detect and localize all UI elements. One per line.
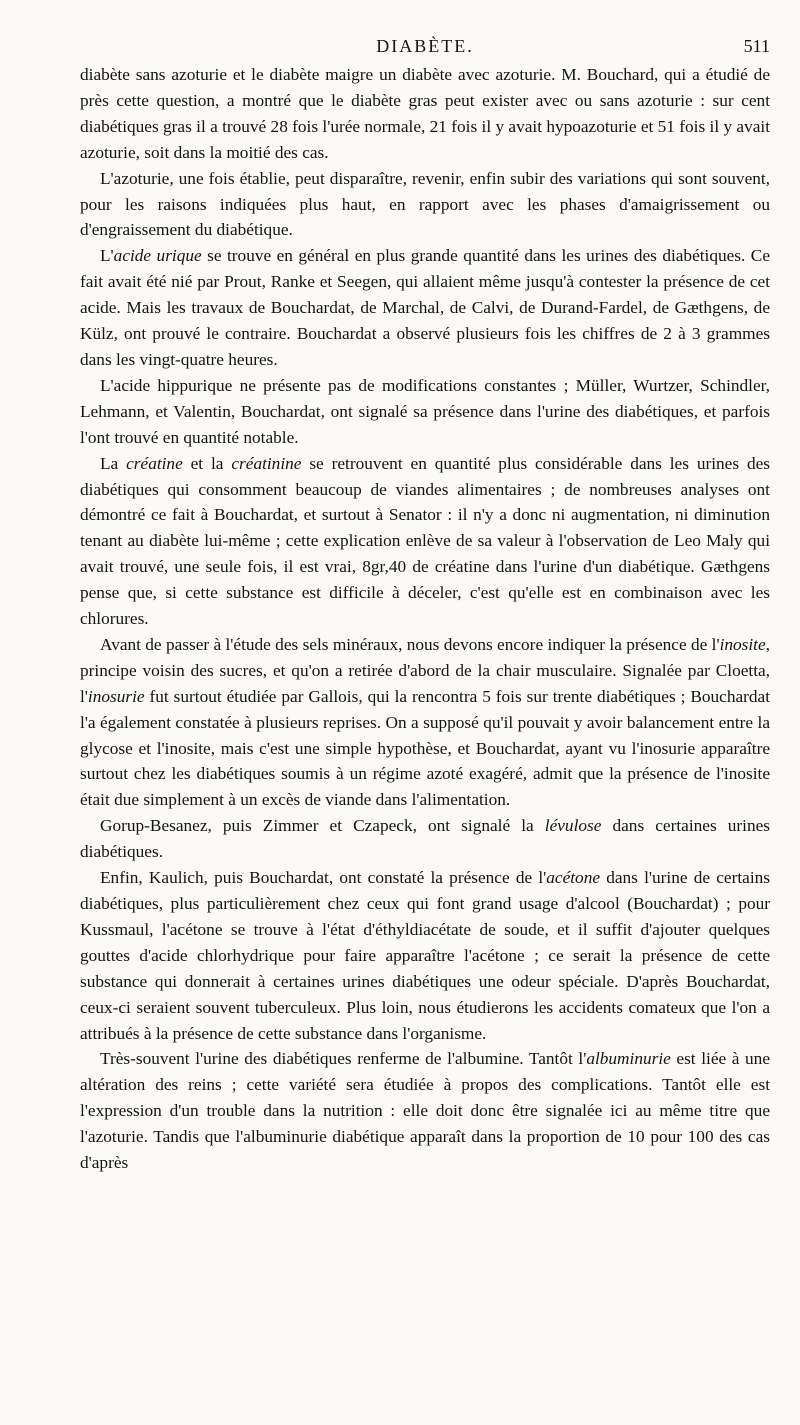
text-run: Avant de passer à l'étude des sels minéraux, nous devons encore indiquer la présence de l'	[100, 634, 720, 654]
italic-term: inosite	[719, 634, 766, 654]
paragraph	[80, 62, 770, 166]
text-run: Gorup-Besanez, puis Zimmer et Czapeck, ont signalé la	[100, 816, 545, 836]
text-run: dans l'urine de certains diabétiques, plus particulièrement chez ceux qui font grand usage d'alcool (Bouchardat) ; pour Kussmaul, l'acétone se trouve à l'état d'éthyldiacétate de soude, et il suffit d'ajouter quelques gouttes d'acide chlorhydrique pour faire apparaître l'acétone ; ce serait la présence de cette substance qui donnerait à certaines urines diabétiques une odeur spéciale. D'après Bouchardat, ceux-ci seraient souvent tuberculeux. Plus loin, nous étudierons les accidents comateux que l'on a attribués à la présence de cette substance dans l'organisme.	[80, 868, 770, 1043]
paragraph	[80, 865, 770, 1046]
italic-term: créatinine	[231, 453, 302, 473]
italic-term: acide urique	[113, 246, 202, 266]
italic-term: lévulose	[544, 816, 602, 836]
text-run: est liée à une altération des reins ; cette variété sera étudiée à propos des complications. Tantôt elle est l'expression d'un trouble dans la nutrition : elle doit donc être signalée ici au même titre que l'azoturie. Tandis que l'albuminurie diabétique apparaît dans la proportion de 10 pour 100 des cas d'après	[80, 1049, 770, 1173]
text-run: La	[100, 453, 127, 473]
body-text	[80, 62, 770, 1176]
italic-term: inosurie	[87, 686, 145, 706]
page-number: 511	[743, 36, 770, 56]
italic-term: créatine	[126, 453, 183, 473]
text-run: , principe voisin des sucres, et qu'on a retirée d'abord de la chair musculaire. Signalée par Cloetta, l'	[80, 634, 770, 706]
text-run: et la	[182, 453, 232, 473]
page-header	[80, 36, 770, 62]
text-run: L'azoturie, une fois établie, peut disparaître, revenir, enfin subir des variations qui sont souvent, pour les raisons indiquées plus haut, en rapport avec les phases d'amaigrissement ou d'engraissement du diabétique.	[80, 168, 770, 240]
paragraph	[80, 813, 770, 865]
italic-term: albuminurie	[586, 1049, 671, 1069]
text-run: se trouve en général en plus grande quantité dans les urines des diabétiques. Ce fait avait été nié par Prout, Ranke et Seegen, qui allaient même jusqu'à contester la présence de cet acide. Mais les travaux de Bouchardat, de Marchal, de Calvi, de Durand-Fardel, de Gæthgens, de Külz, ont prouvé le contraire. Bouchardat a observé plusieurs fois les chiffres de 2 à 3 grammes dans les vingt-quatre heures.	[80, 246, 770, 369]
text-run: Très-souvent l'urine des diabétiques renferme de l'albumine. Tantôt l'	[100, 1049, 587, 1069]
paragraph	[80, 1046, 770, 1176]
running-title: DIABÈTE.	[376, 36, 474, 56]
italic-term: acétone	[546, 868, 600, 888]
text-run: L'acide hippurique ne présente pas de modifications constantes ; Müller, Wurtzer, Schindler, Lehmann, et Valentin, Bouchardat, ont signalé sa présence dans l'urine des diabétiques, et parfois l'ont trouvé en quantité notable.	[80, 375, 770, 447]
paragraph	[80, 243, 770, 373]
paragraph	[80, 166, 770, 244]
paragraph	[80, 373, 770, 451]
text-run: dans certaines urines diabétiques.	[80, 816, 770, 862]
text-run: diabète sans azoturie et le diabète maigre un diabète avec azoturie. M. Bouchard, qui a étudié de près cette question, a montré que le diabète gras peut exister avec ou sans azoturie : sur cent diabétiques gras il a trouvé 28 fois l'urée normale, 21 fois il y avait hypoazoturie et 51 fois il y avait azoturie, soit dans la moitié des cas.	[80, 65, 770, 162]
text-run: L'	[100, 246, 114, 266]
text-run: se retrouvent en quantité plus considérable dans les urines des diabétiques qui consomment beaucoup de viandes alimentaires ; de nombreuses analyses ont démontré ce fait à Bouchardat, et surtout à Senator : il n'y a donc ni augmentation, ni diminution tenant au diabète lui-même ; cette explication enlève de sa valeur à l'observation de Leo Maly qui avait trouvé, une seule fois, il est vrai, 8gr,40 de créatine dans l'urine d'un diabétique. Gæthgens pense que, si cette substance est difficile à déceler, c'est qu'elle est en combinaison avec les chlorures.	[80, 453, 771, 629]
text-run: fut surtout étudiée par Gallois, qui la rencontra 5 fois sur trente diabétiques ; Bouchardat l'a également constatée à plusieurs reprises. On a supposé qu'il pouvait y avoir balancement entre la glycose et l'inosite, mais c'est une simple hypothèse, et Bouchardat, ayant vu l'inosurie apparaître surtout chez les diabétiques soumis à un régime azoté exagéré, admit que la présence de l'inosite était due simplement à un excès de viande dans l'alimentation.	[80, 686, 770, 810]
text-run: Enfin, Kaulich, puis Bouchardat, ont constaté la présence de l'	[100, 868, 547, 888]
paragraph	[80, 632, 770, 813]
paragraph	[80, 451, 770, 632]
